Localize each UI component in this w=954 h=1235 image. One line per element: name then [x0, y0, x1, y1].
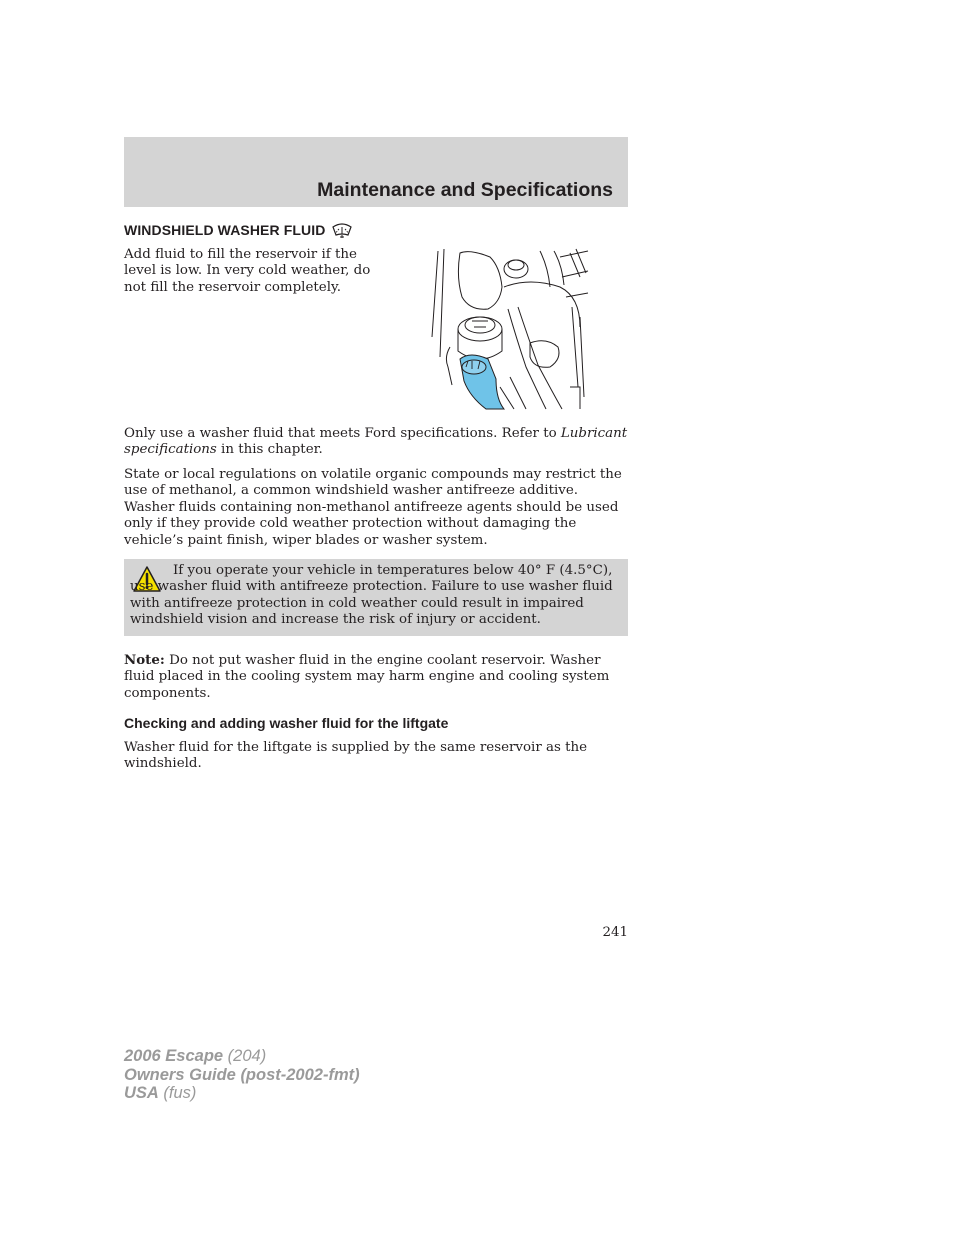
- warning-text: If you operate your vehicle in temperatures below 40° F (4.5°C), use washer fluid with antifreeze protection. Failure to use washer fluid with antifreeze protection in cold weather could result in impaired windshield vision and increase the risk of injury or accident.: [130, 563, 613, 628]
- page-number: 241: [602, 925, 628, 940]
- spec-text: Only use a washer fluid that meets Ford specifications. Refer to: [124, 426, 561, 441]
- liftgate-paragraph: Washer fluid for the liftgate is supplied by the same reservoir as the windshield.: [124, 740, 588, 772]
- note-paragraph: [124, 652, 628, 702]
- intro-paragraph: Add fluid to fill the reservoir if the level is low. In very cold weather, do not fill the reservoir completely.: [124, 247, 371, 295]
- engine-compartment-washer-reservoir-illustration: [430, 247, 590, 411]
- note-label: Note:: [124, 652, 165, 668]
- chapter-header: [124, 137, 628, 207]
- windshield-washer-icon: [331, 221, 353, 239]
- footer-line-market: [124, 1084, 360, 1103]
- footer-guide: Owners Guide (post-2002-fmt): [124, 1065, 360, 1084]
- footer-market-code: (fus): [158, 1084, 197, 1102]
- liftgate-heading: Checking and adding washer fluid for the liftgate: [124, 715, 449, 731]
- regulations-paragraph: State or local regulations on volatile organic compounds may restrict the use of methanol, a common windshield washer antifreeze additive. Washer fluids containing non-methanol antifreeze agents should be used only if they provide cold weather protection without damaging the vehicle’s paint finish, wiper blades or washer system.: [124, 467, 622, 548]
- spec-paragraph: [124, 426, 628, 459]
- document-footer: [124, 1047, 360, 1103]
- footer-market: USA: [124, 1084, 159, 1102]
- chapter-title: Maintenance and Specifications: [317, 179, 613, 201]
- footer-line-model: [124, 1047, 360, 1066]
- note-text: Do not put washer fluid in the engine coolant reservoir. Washer fluid placed in the cooling system may harm engine and cooling system components.: [124, 653, 610, 701]
- footer-model: 2006 Escape: [124, 1047, 224, 1065]
- lubricant-spec-reference: Lubricant specifications: [124, 426, 628, 458]
- section-title: WINDSHIELD WASHER FLUID: [124, 222, 326, 238]
- spec-text-end: in this chapter.: [216, 442, 323, 458]
- warning-box: [124, 559, 628, 636]
- footer-line-guide: [124, 1066, 360, 1085]
- footer-model-code: (204): [223, 1047, 267, 1065]
- section-heading: [124, 221, 353, 239]
